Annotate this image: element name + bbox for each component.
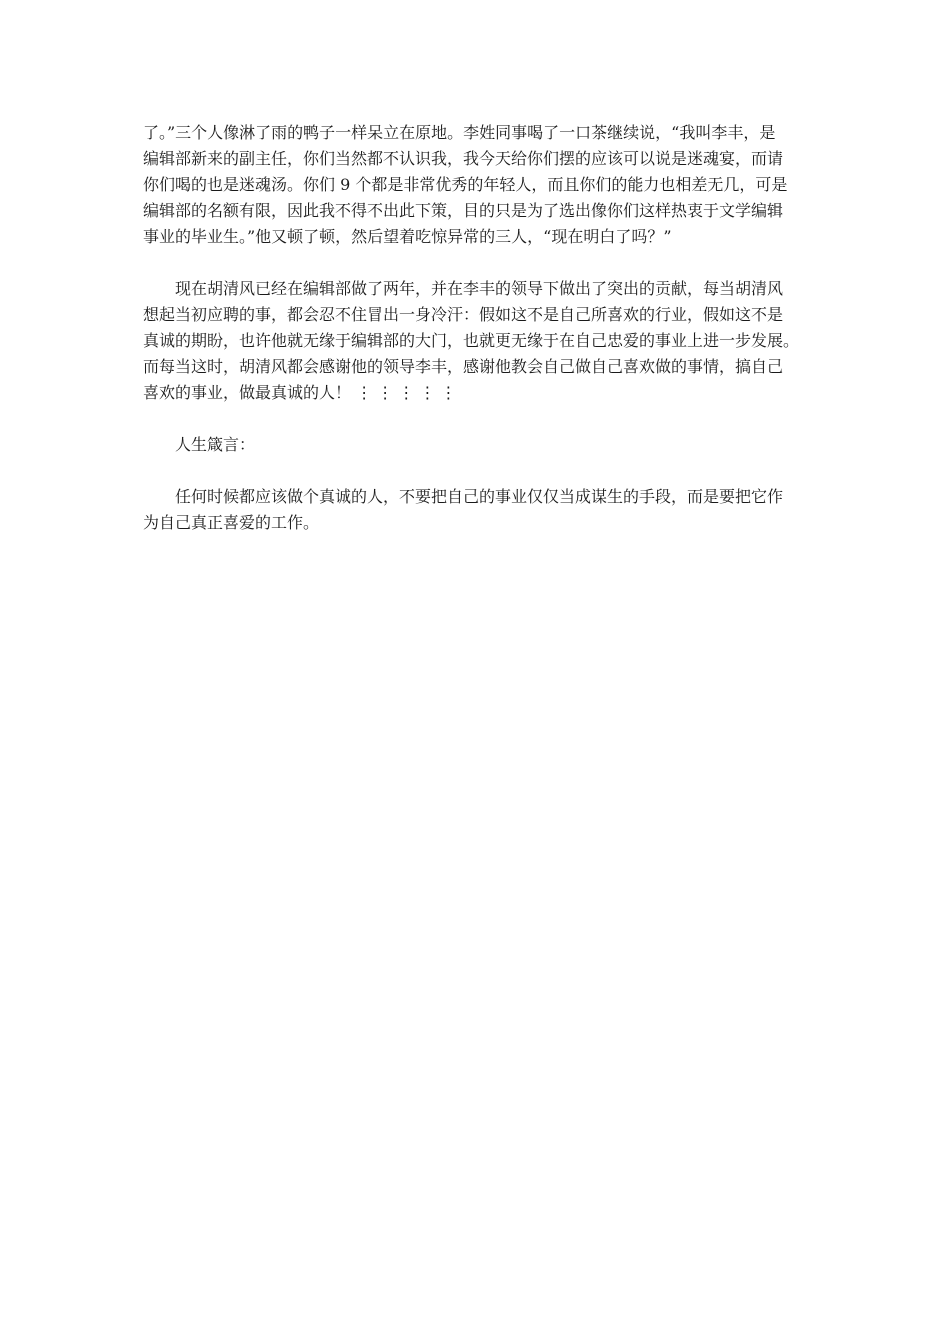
line: 事业的毕业生。”他又顿了顿，然后望着吃惊异常的三人，“现在明白了吗？”	[143, 227, 672, 246]
paragraph-2	[143, 276, 813, 406]
line: 任何时候都应该做个真诚的人，不要把自己的事业仅仅当成谋生的手段，而是要把它作	[175, 487, 784, 506]
paragraph-3-heading	[143, 432, 813, 458]
line: 现在胡清风已经在编辑部做了两年，并在李丰的领导下做出了突出的贡献，每当胡清风	[175, 279, 784, 298]
line: 真诚的期盼，也许他就无缘于编辑部的大门，也就更无缘于在自己忠爱的事业上进一步发展。	[143, 331, 800, 350]
paragraph-4	[143, 484, 813, 536]
paragraph-1	[143, 120, 813, 250]
line: 你们喝的也是迷魂汤。你们 9 个都是非常优秀的年轻人，而且你们的能力也相差无几，可是	[143, 175, 788, 194]
line: 编辑部新来的副主任，你们当然都不认识我，我今天给你们摆的应该可以说是迷魂宴，而请	[143, 149, 784, 168]
line: 人生箴言：	[175, 435, 256, 454]
line: 而每当这时，胡清风都会感谢他的领导李丰，感谢他教会自己做自己喜欢做的事情，搞自己	[143, 357, 784, 376]
line: 编辑部的名额有限，因此我不得不出此下策，目的只是为了选出像你们这样热衷于文学编辑	[143, 201, 784, 220]
line: 了。”三个人像淋了雨的鸭子一样呆立在原地。李姓同事喝了一口茶继续说，“我叫李丰，是	[143, 123, 776, 142]
line: 为自己真正喜爱的工作。	[143, 513, 320, 532]
document-body	[143, 120, 813, 562]
line: 喜欢的事业，做最真诚的人！ ⋮ ⋮ ⋮ ⋮ ⋮	[143, 383, 457, 402]
line: 想起当初应聘的事，都会忍不住冒出一身冷汗：假如这不是自己所喜欢的行业，假如这不是	[143, 305, 784, 324]
